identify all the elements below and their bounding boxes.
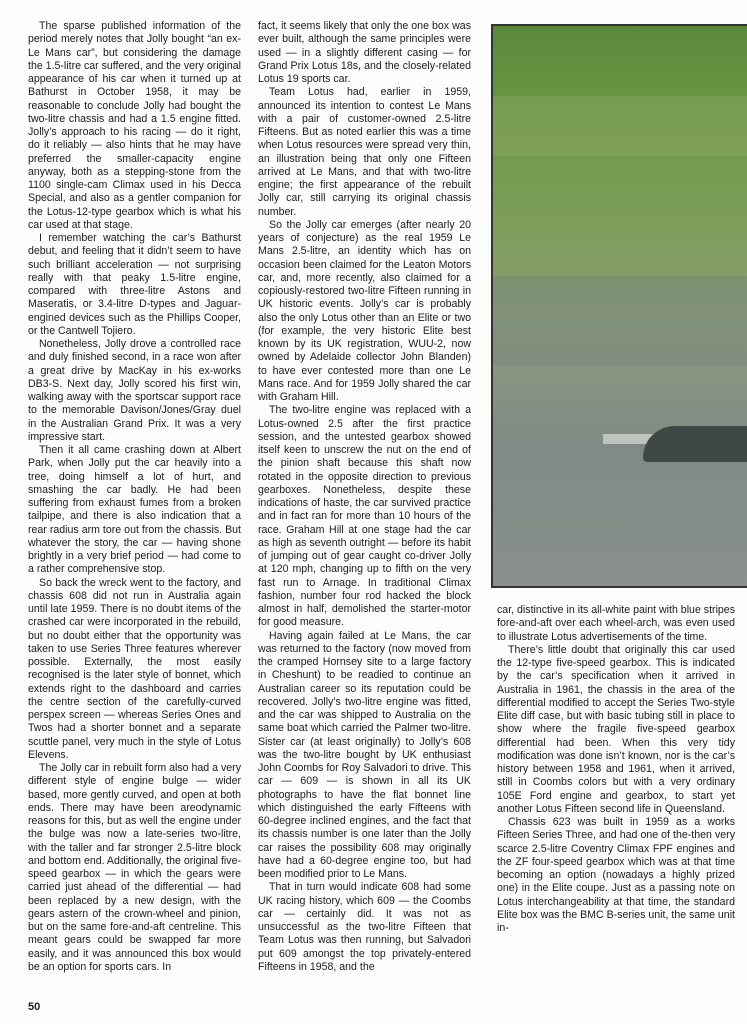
paragraph: There’s little doubt that originally this car used the 12-type five-speed gearbox. This is indicated by the car’s specification when it arrived in Australia in 1961, the chassis in the area of the differential modified to accept the Series Two-style Elite diff case, but with basic tubing still in place to show where the fragile five-speed gearbox differential had been. When this very tidy modification was done isn’t known, nor is the car’s history between 1958 and 1961, when it arrived, still in Coombs colors but with a very ordinary 105E Ford engine and gearbox, to start yet another Lotus Fifteen second life in Queensland. [497, 643, 735, 815]
paragraph: So back the wreck went to the factory, and chassis 608 did not run in Australia again until late 1959. There is no doubt items of the crashed car were incorporated in the rebuild, but no doubt either that the opportunity was taken to use Series Three features wherever possible. Externally, the most easily recognised is the later style of bonnet, which extends right to the dashboard and carries the centre section of the carefully-curved perspex screen — whereas Series Ones and Twos had a shorter bonnet and a separate scuttle panel, very much in the style of Lotus Elevens. [28, 576, 241, 761]
paragraph: Nonetheless, Jolly drove a controlled race and duly finished second, in a race won after a great drive by MacKay in his ex-works DB3-S. Next day, Jolly scored his first win, walking away with the sportscar support race to the memorable Davison/Jones/Gray duel in the Australian Grand Prix. It was a very impressive start. [28, 338, 241, 443]
paragraph: car, distinctive in its all-white paint with blue stripes fore-and-aft over each wheel-arch, was even used to illustrate Lotus advertisements of the time. [497, 604, 735, 643]
photo-background-blur [493, 96, 747, 156]
paragraph: The two-litre engine was replaced with a Lotus-owned 2.5 after the first practice session, and the untested gearbox showed itself keen to unscrew the nut on the end of the pinion shaft because this shaft now rotated in the opposite direction to previous gearboxes. Nonetheless, despite these indications of haste, the car survived practice and in fact ran for more than 10 hours of the race. Graham Hill at one stage had the car as high as seventh outright — before its habit of jumping out of gear caught co-driver Jolly at 120 mph, changing up to fifth on the very fast run to Arnage. In traditional Climax fashion, number four rod hacked the block almost in half, demolished the starter-motor for good measure. [258, 404, 471, 629]
paragraph: Then it all came crashing down at Albert Park, when Jolly put the car heavily into a tree, doing himself a lot of hurt, and smashing the car badly. He had been suffering from exhaust fumes from a broken tailpipe, and there is also indication that a rear radius arm tore out from the chassis. But whatever the story, the car — having shone brightly in a very brief period — had come to a rather comprehensive stop. [28, 444, 241, 576]
photo-car-body [643, 426, 747, 462]
text-column-1 [28, 20, 241, 974]
paragraph: The Jolly car in rebuilt form also had a very different style of engine bulge — wider based, more gently curved, and open at both ends. There may have been areodynamic reasons for this, but as well the engine under the bulge was now a late-series two-litre, with the taller and far stronger 2.5-litre block and bottom end. Additionally, the original five-speed gearbox — in which the gears were carried just ahead of the differential — had been replaced by a new design, with the gears astern of the crown-wheel and pinion, but on the same fore-and-aft centreline. This meant gears could be swapped far more easily, and it was announced this box would be an option for sports cars. In [28, 762, 241, 973]
paragraph: I remember watching the car’s Bathurst debut, and feeling that it didn’t seem to have such brilliant acceleration — not surprising really with that peaky 1.5-litre engine, compared with three-litre Astons and Maseratis, or 3.4-litre D-types and Jaguar-engined devices such as the Phillips Cooper, or the Cantwell Tojiero. [28, 232, 241, 337]
paragraph: Chassis 623 was built in 1959 as a works Fifteen Series Three, and had one of the-then very scarce 2.5-litre Coventry Climax FPF engines and the ZF four-speed gearbox which was at that time becoming an option (nowadays a highly prized one) in the Elite coupe. Just as a passing note on Lotus interchangeability at that time, the standard Elite box was the BMC B-series unit, the same unit in- [497, 816, 735, 934]
paragraph: The sparse published information of the period merely notes that Jolly bought “an ex-Le Mans car”, but considering the damage the 1.5-litre car suffered, and the very original appearance of his car when it turned up at Bathurst in October 1958, it may be reasonable to conclude Jolly had bought the two-litre chassis and had a 1.5 engine fitted. Jolly’s approach to his racing — do it right, do it reliably — also hints that he may have preferred the smaller-capacity engine anyway, both as a stepping-stone from the 1100 single-cam Climax used in his Decca Special, and also as a gentler companion for the Lotus-12-type gearbox which is what his car used at that stage. [28, 20, 241, 231]
photo-background-blur [493, 276, 747, 366]
paragraph: Having again failed at Le Mans, the car was returned to the factory (now moved from the cramped Hornsey site to a large factory in Cheshunt) to be readied to continue an Australian career so its reputation could be recovered. Jolly’s two-litre engine was fitted, and the car was shipped to Australia on the same boat which carried the Palmer two-litre. Sister car (at least originally) to Jolly’s 608 was the two-litre bought by UK enthusiast John Coombs for Roy Salvadori to drive. This car — 609 — is shown in all its UK photographs to have the flat bonnet line which distinguished the early Fifteens with 60-degree inclined engines, and the fact that its chassis number is one later than the Jolly car raises the possibility 608 may originally have had a 60-degree engine too, but had been modified prior to Le Mans. [258, 629, 471, 880]
text-column-3 [497, 604, 735, 935]
text-column-2 [258, 20, 471, 974]
race-car-photo [491, 24, 747, 588]
paragraph: Team Lotus had, earlier in 1959, announced its intention to contest Le Mans with a pair of customer-owned 2.5-litre Fifteens. But as noted earlier this was a time when Lotus resources were spread very thin, an illustration being that only one Fifteen arrived at Le Mans, and that with two-litre engine; the first appearance of the rebuilt Jolly car, still carrying its original chassis number. [258, 86, 471, 218]
page-number: 50 [28, 1001, 41, 1013]
paragraph: fact, it seems likely that only the one box was ever built, although the same principles were used — in a slightly different casing — for Grand Prix Lotus 18s, and the closely-related Lotus 19 sports car. [258, 20, 471, 85]
paragraph: That in turn would indicate 608 had some UK racing history, which 609 — the Coombs car — certainly did. It was not as unsuccessful as the two-litre Fifteen that Team Lotus was then running, but Salvadori put 609 amongst the top privately-entered Fifteens in 1958, and the [258, 881, 471, 973]
paragraph: So the Jolly car emerges (after nearly 20 years of conjecture) as the real 1959 Le Mans 2.5-litre, an identity which has on occasion been claimed for the Leaton Motors car, and, more recently, also claimed for a copiously-restored two-litre Fifteen running in UK historic events. Jolly’s car is probably also the only Lotus other than an Elite or two (for example, the very historic Elite best known by its UK registration, WUU-2, now owned by Adelaide collector John Blanden) to have ever contested more than one Le Mans race. And for 1959 Jolly shared the car with Graham Hill. [258, 218, 471, 403]
